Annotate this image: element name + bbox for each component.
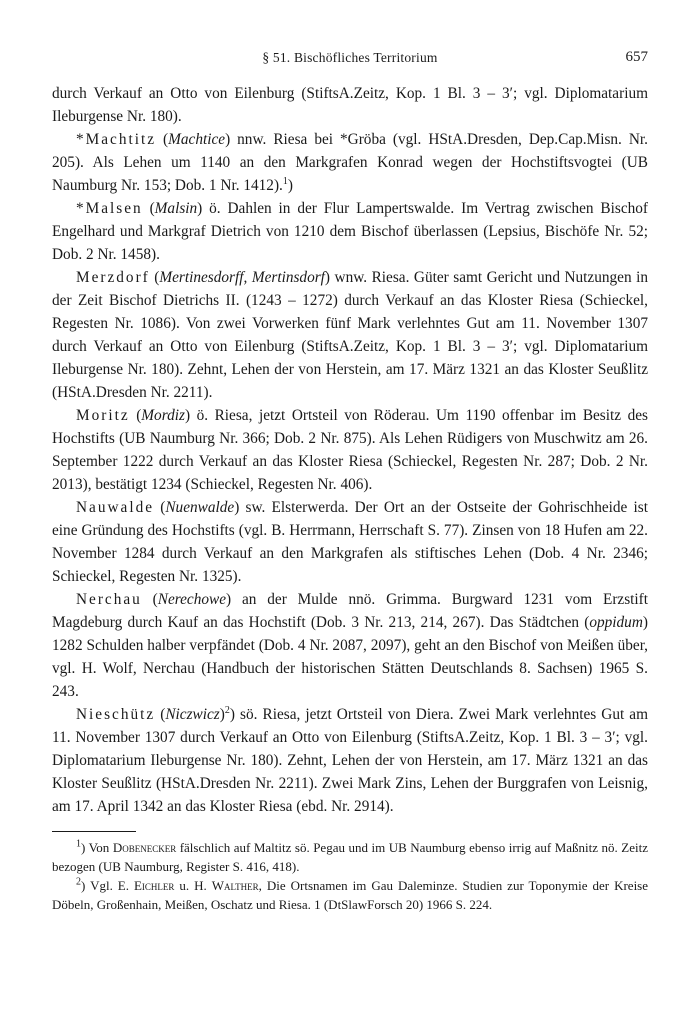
text-run: (: [155, 706, 166, 723]
latin-name: Mordiz: [141, 407, 185, 424]
paragraph: [52, 266, 648, 404]
text-run: (: [149, 269, 160, 286]
page-number: 657: [625, 49, 648, 65]
author-name: Dobenecker: [112, 840, 177, 855]
text-run: ) an der Mulde nnö. Grimma. Burgward 1231 vom Erzstift Magdeburg durch Kauf an das Hochstift (Dob. 3 Nr. 213, 214, 267). Das Städtchen (: [52, 591, 648, 631]
text-run: (: [142, 200, 155, 217]
text-run: (: [141, 591, 158, 608]
entry-term: Nerchau: [76, 591, 142, 608]
footnote-rule: [52, 831, 136, 832]
latin-name: Mertinesdorff, Mertinsdorf: [159, 269, 325, 286]
text-run: u. H.: [174, 878, 212, 893]
footnote: [52, 876, 648, 914]
text-run: (: [129, 407, 142, 424]
running-title: § 51. Bischöfliches Territorium: [262, 50, 438, 65]
text-run: (: [154, 499, 166, 516]
page-header: [52, 50, 648, 72]
entry-term: Nauwalde: [76, 499, 155, 516]
entry-term: Nieschütz: [76, 706, 156, 723]
latin-name: oppidum: [589, 614, 643, 631]
entry-term: Merzdorf: [76, 269, 150, 286]
latin-name: Nerechowe: [157, 591, 227, 608]
text-run: ) sw. Elsterwerda. Der Ort an der Ostseite der Gohrischheide ist eine Gründung des Hochstifts (vgl. B. Herrmann, Herrschaft S. 77). Zinsen von 18 Hufen am 22. November 1284 durch Verkauf an den Markgrafen als stiftisches Lehen (Dob. 4 Nr. 2346; Schieckel, Regesten Nr. 1325).: [52, 499, 648, 585]
footnote-ref: 1: [76, 838, 81, 850]
paragraph: [52, 128, 648, 197]
paragraph: [52, 703, 648, 818]
latin-name: Niczwicz: [165, 706, 220, 723]
footnote-ref: 2: [224, 704, 230, 716]
text-run: , Die Ortsnamen im Gau Daleminze. Studien zur Toponymie der Kreise Döbeln, Großenhain, Meißen, Oschatz und Riesa. 1 (DtSlawForsch 20) 1966 S. 224.: [52, 878, 649, 912]
text-run: ) ö. Dahlen in der Flur Lampertswalde. Im Vertrag zwischen Bischof Engelhard und Markgraf Dietrich von 1210 dem Bischof überlassen (Lepsius, Bischöfe Nr. 52; Dob. 2 Nr. 1458).: [52, 200, 649, 263]
author-name: Eichler: [133, 878, 175, 893]
text-run: ) 1282 Schulden halber verpfändet (Dob. 4 Nr. 2087, 2097), geht an den Bischof von Meißen über, vgl. H. Wolf, Nerchau (Handbuch der historischen Stätten Deutschlands 8. Sachsen) 1965 S. 243.: [52, 614, 648, 700]
paragraph: [52, 82, 648, 128]
footnote: [52, 838, 648, 876]
entry-term: *Machtitz: [76, 131, 157, 148]
paragraph: [52, 404, 648, 496]
footnote-ref: 2: [76, 876, 81, 888]
text-run: (: [156, 131, 169, 148]
text-run: ) Vgl. E.: [81, 878, 134, 893]
entry-term: Moritz: [76, 407, 130, 424]
paragraph: [52, 496, 648, 588]
latin-name: Machtice: [168, 131, 226, 148]
main-text: [52, 82, 648, 818]
text-run: ): [287, 177, 293, 194]
text-run: ) ö. Riesa, jetzt Ortsteil von Röderau. Um 1190 offenbar im Besitz des Hochstifts (UB Naumburg Nr. 366; Dob. 2 Nr. 875). Als Lehen Rüdigers von Muschwitz am 26. September 1222 durch Verkauf an das Kloster Riesa (Schieckel, Regesten Nr. 287; Dob. 2 Nr. 2013), bestätigt 1234 (Schieckel, Regesten Nr. 406).: [52, 407, 648, 493]
text-run: ) nnw. Riesa bei *Gröba (vgl. HStA.Dresden, Dep.Cap.Misn. Nr. 205). Als Lehen um 1140 an den Markgrafen Konrad wegen der Hochstiftsvogtei (UB Naumburg Nr. 153; Dob. 1 Nr. 1412).: [52, 131, 648, 194]
author-name: Walther: [211, 878, 259, 893]
paragraph: [52, 197, 648, 266]
text-run: ) wnw. Riesa. Güter samt Gericht und Nutzungen in der Zeit Bischof Dietrichs II. (1243 – 1272) durch Verkauf an das Kloster Riesa (Schieckel, Regesten Nr. 1086). Von zwei Vorwerken fünf Mark verlehntes Gut am 11. November 1307 durch Verkauf an Otto von Eilenburg (StiftsA.Zeitz, Kop. 1 Bl. 3 – 3′; vgl. Diplomatarium Ileburgense Nr. 180). Zehnt, Lehen der von Herstein, am 17. März 1321 an das Kloster Seußlitz (HStA.Dresden Nr. 2211).: [52, 269, 648, 401]
text-run: ): [219, 706, 225, 723]
entry-term: *Malsen: [76, 200, 143, 217]
footnotes: [52, 838, 648, 914]
text-run: ) sö. Riesa, jetzt Ortsteil von Diera. Zwei Mark verlehntes Gut am 11. November 1307 durch Verkauf an Otto von Eilenburg (StiftsA.Zeitz, Kop. 1 Bl. 3 – 3′; vgl. Diplomatarium Ileburgense Nr. 180). Zehnt, Lehen der von Herstein, am 17. März 1321 an das Kloster Seußlitz (HStA.Dresden Nr. 2211). Zwei Mark Zins, Lehen der Burggrafen von Leisnig, am 17. April 1342 an das Kloster Riesa (ebd. Nr. 2914).: [52, 706, 648, 815]
footnote-ref: 1: [282, 175, 288, 187]
text-run: fälschlich auf Maltitz sö. Pegau und im UB Naumburg ebenso irrig auf Maßnitz nö. Zeitz bezogen (UB Naumburg, Register S. 416, 418).: [52, 840, 648, 874]
latin-name: Nuenwalde: [165, 499, 235, 516]
paragraph: [52, 588, 648, 703]
text-run: durch Verkauf an Otto von Eilenburg (StiftsA.Zeitz, Kop. 1 Bl. 3 – 3′; vgl. Diplomatarium Ileburgense Nr. 180).: [52, 85, 648, 125]
text-run: ) Von: [81, 840, 113, 855]
latin-name: Malsin: [154, 200, 198, 217]
